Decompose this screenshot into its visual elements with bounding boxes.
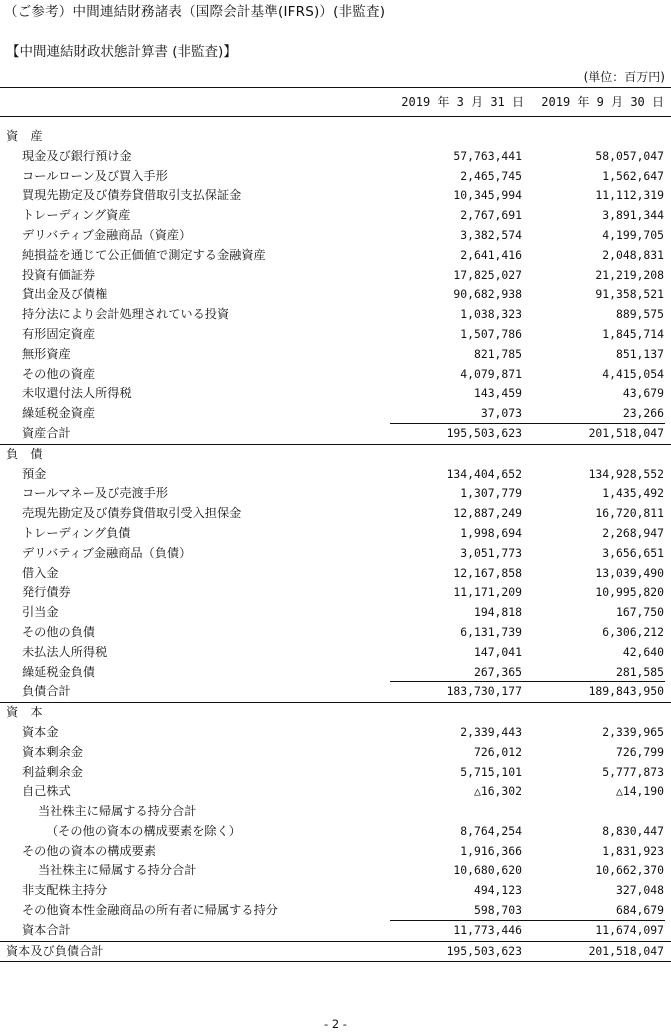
- row-label: 売現先勘定及び債券貸借取引受入担保金: [22, 506, 242, 521]
- value-2019-03-31: 12,167,858: [453, 565, 522, 580]
- table-row: [0, 881, 671, 901]
- value-2019-03-31: 598,703: [473, 903, 522, 918]
- row-label: 資本及び負債合計: [6, 943, 104, 958]
- value-2019-09-30: 1,845,714: [602, 326, 664, 341]
- table-row: [0, 186, 671, 206]
- table-row: [0, 842, 671, 862]
- value-2019-03-31: 11,773,446: [453, 922, 522, 937]
- value-2019-03-31: 183,730,177: [446, 684, 522, 699]
- table-row: [0, 544, 671, 564]
- row-label: （その他の資本の構成要素を除く）: [46, 823, 241, 838]
- row-label: 借入金: [22, 565, 59, 580]
- table-row: [0, 583, 671, 603]
- table-row: [0, 743, 671, 763]
- table-row: [0, 444, 671, 465]
- value-2019-09-30: 13,039,490: [595, 565, 664, 580]
- value-2019-03-31: △16,302: [473, 784, 522, 799]
- row-label: 持分法により会計処理されている投資: [22, 307, 230, 322]
- table-row: [0, 305, 671, 325]
- table-row: [0, 643, 671, 663]
- row-label: デリバティブ金融商品（資産）: [22, 227, 192, 242]
- value-2019-09-30: 11,674,097: [595, 922, 664, 937]
- table-row: [0, 404, 671, 424]
- value-2019-09-30: 4,415,054: [602, 366, 664, 381]
- value-2019-03-31: 1,307,779: [460, 486, 522, 501]
- table-row: [0, 802, 671, 822]
- value-2019-03-31: 12,887,249: [453, 506, 522, 521]
- row-label: 資産合計: [22, 425, 71, 440]
- value-2019-09-30: 11,112,319: [595, 188, 664, 203]
- value-2019-09-30: 726,799: [615, 744, 664, 759]
- value-2019-03-31: 1,916,366: [460, 843, 522, 858]
- unit-label: (単位：百万円): [583, 70, 665, 84]
- table-row: [0, 524, 671, 544]
- table-row: [0, 167, 671, 187]
- value-2019-03-31: 821,785: [473, 346, 522, 361]
- page-number: - 2 -: [324, 1017, 347, 1031]
- value-2019-03-31: 494,123: [473, 883, 522, 898]
- balance-sheet-table: [0, 127, 671, 962]
- table-row: [0, 723, 671, 743]
- table-row: [0, 682, 671, 702]
- table-row: [0, 266, 671, 286]
- row-label: 資 産: [6, 129, 43, 143]
- table-row: [0, 663, 671, 683]
- table-row: [0, 901, 671, 921]
- value-2019-09-30: 58,057,047: [595, 148, 664, 163]
- value-2019-09-30: 327,048: [615, 883, 664, 898]
- value-2019-09-30: 851,137: [615, 346, 664, 361]
- table-row: [0, 325, 671, 345]
- value-2019-03-31: 17,825,027: [453, 267, 522, 282]
- table-row: [0, 782, 671, 802]
- table-row: [0, 763, 671, 783]
- value-2019-09-30: 1,562,647: [602, 168, 664, 183]
- row-label: コールマネー及び売渡手形: [22, 486, 169, 501]
- row-label: 未払法人所得税: [22, 644, 108, 659]
- row-label: 発行債券: [22, 585, 71, 600]
- value-2019-09-30: 134,928,552: [588, 466, 664, 481]
- value-2019-03-31: 134,404,652: [446, 466, 522, 481]
- value-2019-03-31: 2,339,443: [460, 724, 522, 739]
- table-top-rule: [0, 87, 671, 88]
- value-2019-09-30: 16,720,811: [595, 506, 664, 521]
- row-label: 繰延税金資産: [22, 406, 96, 421]
- column-header-2019-03-31: 2019 年 3 月 31 日: [401, 95, 524, 109]
- table-row: [0, 424, 671, 444]
- row-label: 負債合計: [22, 684, 71, 699]
- value-2019-09-30: 1,831,923: [602, 843, 664, 858]
- table-row: [0, 504, 671, 524]
- row-label: その他の負債: [22, 624, 96, 639]
- table-row: [0, 702, 671, 723]
- statement-title: 【中間連結財政状態計算書 (非監査)】: [6, 44, 237, 60]
- row-label: 資本金: [22, 724, 59, 739]
- value-2019-09-30: 6,306,212: [602, 624, 664, 639]
- value-2019-03-31: 4,079,871: [460, 366, 522, 381]
- value-2019-09-30: △14,190: [615, 784, 664, 799]
- row-label: 投資有価証券: [22, 267, 96, 282]
- table-row: [0, 226, 671, 246]
- table-row: [0, 384, 671, 404]
- value-2019-03-31: 57,763,441: [453, 148, 522, 163]
- value-2019-03-31: 726,012: [473, 744, 522, 759]
- row-label: 繰延税金負債: [22, 664, 96, 679]
- value-2019-03-31: 11,171,209: [453, 585, 522, 600]
- value-2019-09-30: 281,585: [615, 664, 664, 679]
- row-label: デリバティブ金融商品（負債）: [22, 545, 192, 560]
- value-2019-09-30: 43,679: [622, 386, 664, 401]
- value-2019-03-31: 195,503,623: [446, 943, 522, 958]
- table-row: [0, 345, 671, 365]
- table-row: [0, 246, 671, 266]
- row-label: 引当金: [22, 605, 59, 620]
- row-label: トレーディング負債: [22, 525, 131, 540]
- row-label: 非支配株主持分: [22, 883, 108, 898]
- value-2019-03-31: 2,641,416: [460, 247, 522, 262]
- row-label: その他資本性金融商品の所有者に帰属する持分: [22, 903, 278, 918]
- value-2019-03-31: 2,465,745: [460, 168, 522, 183]
- table-row: [0, 603, 671, 623]
- value-2019-09-30: 4,199,705: [602, 227, 664, 242]
- value-2019-03-31: 8,764,254: [460, 823, 522, 838]
- value-2019-03-31: 1,998,694: [460, 525, 522, 540]
- row-label: 利益剰余金: [22, 764, 83, 779]
- row-label: その他の資本の構成要素: [22, 843, 157, 858]
- value-2019-03-31: 195,503,623: [446, 425, 522, 440]
- value-2019-09-30: 10,662,370: [595, 863, 664, 878]
- table-row: [0, 484, 671, 504]
- value-2019-03-31: 90,682,938: [453, 287, 522, 302]
- table-row: [0, 147, 671, 167]
- row-label: 貸出金及び債権: [22, 287, 108, 302]
- value-2019-03-31: 143,459: [473, 386, 522, 401]
- table-row: [0, 861, 671, 881]
- row-label: 当社株主に帰属する持分合計: [38, 863, 197, 878]
- row-label: 預金: [22, 466, 47, 481]
- value-2019-09-30: 167,750: [615, 605, 664, 620]
- value-2019-09-30: 8,830,447: [602, 823, 664, 838]
- value-2019-03-31: 1,038,323: [460, 307, 522, 322]
- row-label: 資 本: [6, 705, 43, 720]
- value-2019-09-30: 5,777,873: [602, 764, 664, 779]
- value-2019-09-30: 21,219,208: [595, 267, 664, 282]
- row-label: 負 債: [6, 446, 43, 461]
- row-label: 未収還付法人所得税: [22, 386, 132, 401]
- table-row: [0, 822, 671, 842]
- value-2019-09-30: 201,518,047: [588, 943, 664, 958]
- row-label: 資本剰余金: [22, 744, 83, 759]
- value-2019-03-31: 2,767,691: [460, 208, 522, 223]
- value-2019-03-31: 1,507,786: [460, 326, 522, 341]
- value-2019-03-31: 10,680,620: [453, 863, 522, 878]
- row-label: 自己株式: [22, 784, 71, 799]
- table-row: [0, 206, 671, 226]
- value-2019-09-30: 684,679: [615, 903, 664, 918]
- table-row: [0, 941, 671, 963]
- column-header-2019-09-30: 2019 年 9 月 30 日: [541, 95, 664, 109]
- value-2019-09-30: 189,843,950: [588, 684, 664, 699]
- value-2019-09-30: 201,518,047: [588, 425, 664, 440]
- value-2019-03-31: 37,073: [480, 406, 522, 421]
- value-2019-09-30: 2,339,965: [602, 724, 664, 739]
- value-2019-03-31: 3,051,773: [460, 545, 522, 560]
- value-2019-03-31: 267,365: [473, 664, 522, 679]
- value-2019-03-31: 5,715,101: [460, 764, 522, 779]
- table-row: [0, 127, 671, 147]
- table-row: [0, 465, 671, 485]
- row-label: 無形資産: [22, 346, 71, 361]
- table-row: [0, 921, 671, 941]
- row-label: トレーディング資産: [22, 208, 131, 223]
- value-2019-03-31: 194,818: [473, 605, 522, 620]
- table-row: [0, 623, 671, 643]
- value-2019-09-30: 889,575: [615, 307, 664, 322]
- value-2019-09-30: 2,268,947: [602, 525, 664, 540]
- table-row: [0, 564, 671, 584]
- value-2019-03-31: 3,382,574: [460, 227, 522, 242]
- value-2019-09-30: 2,048,831: [602, 247, 664, 262]
- row-label: 資本合計: [22, 922, 71, 937]
- value-2019-03-31: 10,345,994: [453, 188, 522, 203]
- table-row: [0, 285, 671, 305]
- row-label: 有形固定資産: [22, 326, 96, 341]
- row-label: 純損益を通じて公正価値で測定する金融資産: [22, 247, 266, 262]
- value-2019-09-30: 23,266: [622, 406, 664, 421]
- value-2019-09-30: 3,891,344: [602, 208, 664, 223]
- value-2019-09-30: 42,640: [622, 644, 664, 659]
- row-label: 買現先勘定及び債券貸借取引支払保証金: [22, 188, 242, 203]
- document-title: （ご参考）中間連結財務諸表（国際会計基準(IFRS)）(非監査): [4, 4, 386, 20]
- value-2019-09-30: 91,358,521: [595, 287, 664, 302]
- table-row: [0, 365, 671, 385]
- row-label: 当社株主に帰属する持分合計: [38, 804, 197, 819]
- value-2019-03-31: 147,041: [473, 644, 522, 659]
- value-2019-09-30: 3,656,651: [602, 545, 664, 560]
- row-label: コールローン及び買入手形: [22, 168, 168, 183]
- value-2019-03-31: 6,131,739: [460, 624, 522, 639]
- header-rule: [0, 116, 671, 117]
- row-label: その他の資産: [22, 366, 96, 381]
- value-2019-09-30: 1,435,492: [602, 486, 664, 501]
- row-label: 現金及び銀行預け金: [22, 148, 132, 163]
- value-2019-09-30: 10,995,820: [595, 585, 664, 600]
